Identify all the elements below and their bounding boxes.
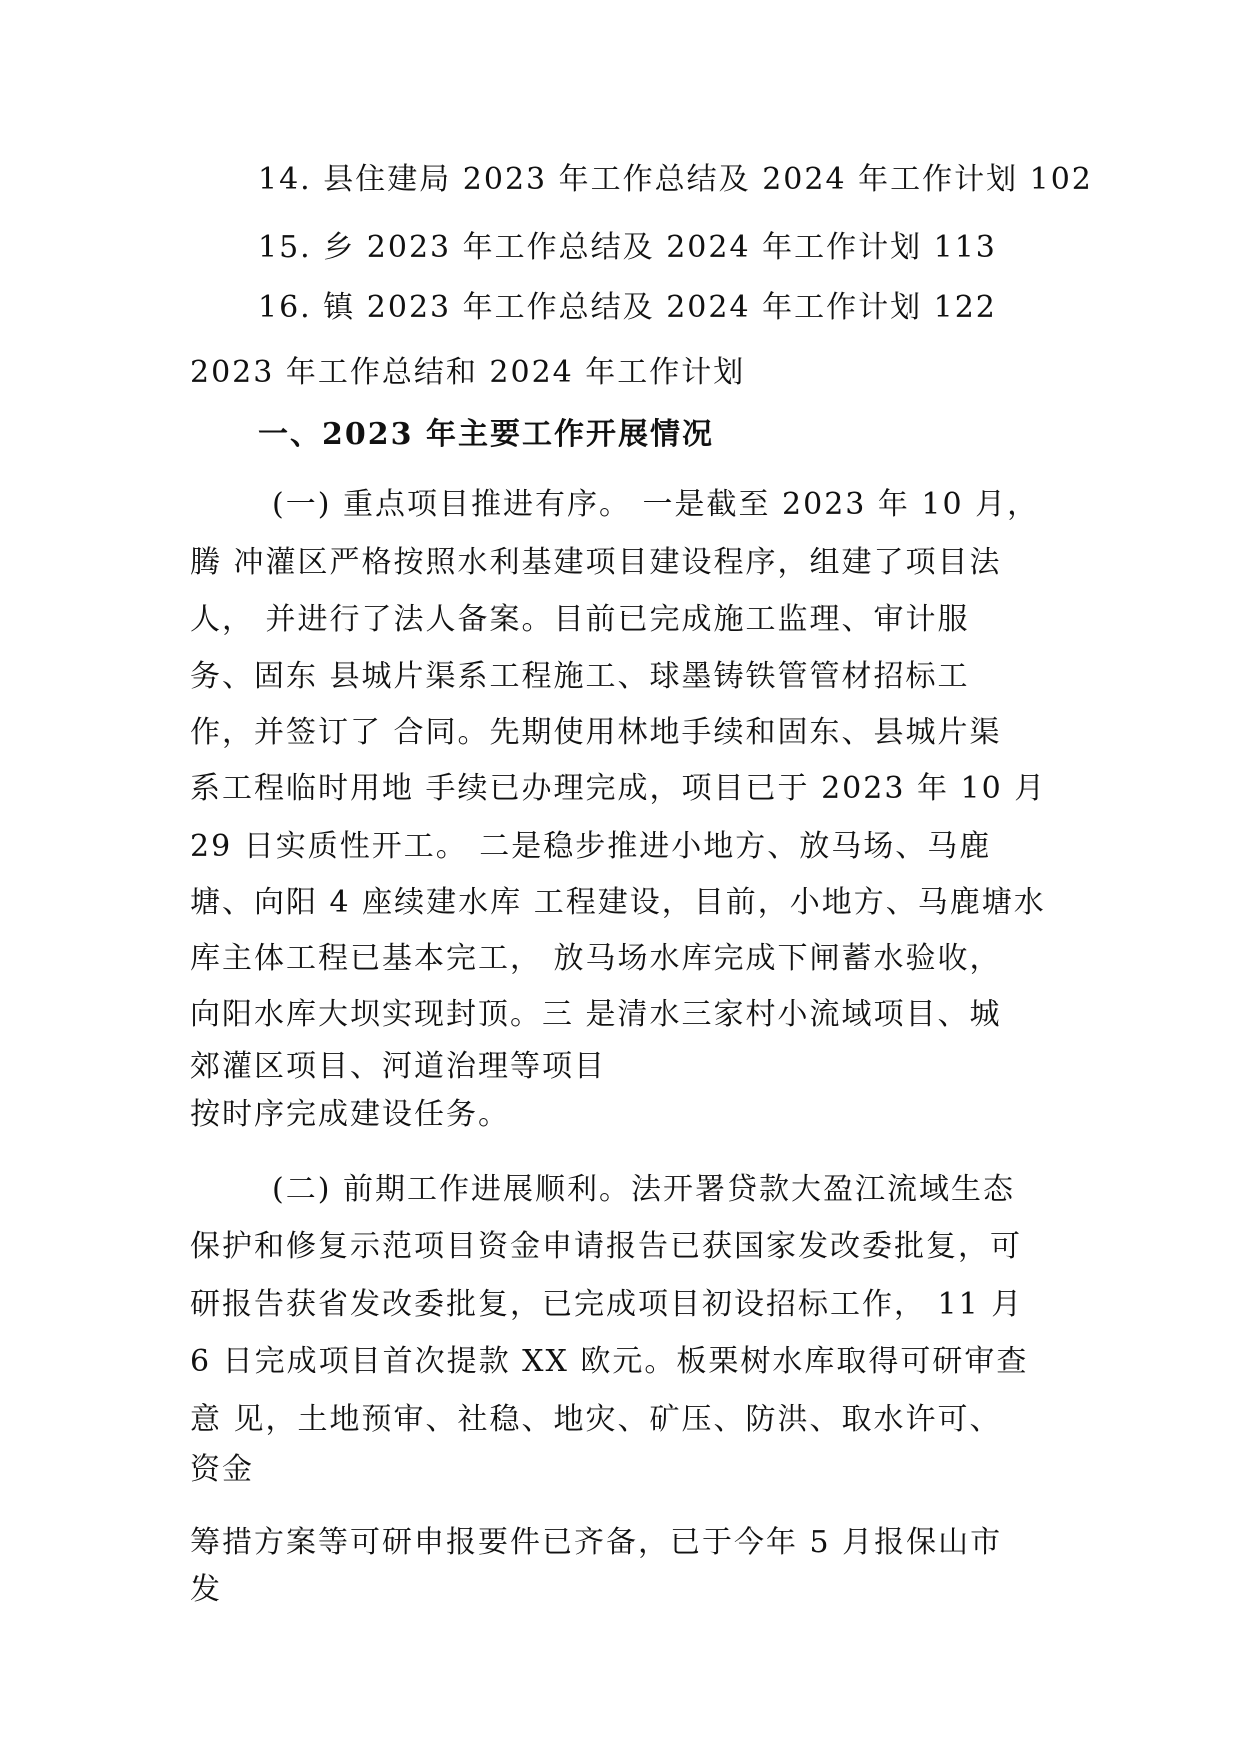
document-title: 2023 年工作总结和 2024 年工作计划 bbox=[190, 355, 746, 390]
paragraph-1-line: 腾 冲灌区严格按照水利基建项目建设程序，组建了项目法 bbox=[190, 545, 1002, 580]
paragraph-1-line: 按时序完成建设任务。 bbox=[190, 1097, 510, 1132]
toc-entry-14: 14. 县住建局 2023 年工作总结及 2024 年工作计划 102 bbox=[258, 162, 1093, 197]
toc-entry-16: 16. 镇 2023 年工作总结及 2024 年工作计划 122 bbox=[258, 290, 997, 325]
paragraph-2-line: 保护和修复示范项目资金申请报告已获国家发改委批复，可 bbox=[190, 1229, 1022, 1264]
paragraph-1-line: (一) 重点项目推进有序。 一是截至 2023 年 10 月， bbox=[272, 487, 1040, 522]
paragraph-2-line: 发 bbox=[190, 1572, 222, 1607]
paragraph-1-line: 务、固东 县城片渠系工程施工、球墨铸铁管管材招标工 bbox=[190, 659, 970, 694]
paragraph-1-line: 系工程临时用地 手续已办理完成，项目已于 2023 年 10 月 bbox=[190, 771, 1047, 806]
paragraph-1-line: 郊灌区项目、河道治理等项目 bbox=[190, 1049, 606, 1084]
paragraph-1-line: 库主体工程已基本完工， 放马场水库完成下闸蓄水验收， bbox=[190, 941, 1002, 976]
paragraph-2-line: 筹措方案等可研申报要件已齐备，已于今年 5 月报保山市 bbox=[190, 1525, 1003, 1560]
paragraph-2-line: 资金 bbox=[190, 1452, 254, 1487]
paragraph-1-line: 塘、向阳 4 座续建水库 工程建设，目前，小地方、马鹿塘水 bbox=[190, 885, 1046, 920]
paragraph-1-line: 人， 并进行了法人备案。目前已完成施工监理、审计服 bbox=[190, 602, 970, 637]
paragraph-2-line: 意 见，土地预审、社稳、地灾、矿压、防洪、取水许可、 bbox=[190, 1402, 1002, 1437]
paragraph-1-line: 29 日实质性开工。 二是稳步推进小地方、放马场、马鹿 bbox=[190, 829, 992, 864]
paragraph-1-line: 向阳水库大坝实现封顶。三 是清水三家村小流域项目、城 bbox=[190, 997, 1002, 1032]
paragraph-2-line: 6 日完成项目首次提款 XX 欧元。板栗树水库取得可研审查 bbox=[190, 1344, 1029, 1379]
toc-entry-15: 15. 乡 2023 年工作总结及 2024 年工作计划 113 bbox=[258, 230, 997, 265]
section-heading: 一、2023 年主要工作开展情况 bbox=[258, 417, 714, 452]
paragraph-2-line: 研报告获省发改委批复，已完成项目初设招标工作， 11 月 bbox=[190, 1287, 1024, 1322]
paragraph-1-line: 作，并签订了 合同。先期使用林地手续和固东、县城片渠 bbox=[190, 715, 1002, 750]
paragraph-2-line: (二) 前期工作进展顺利。法开署贷款大盈江流域生态 bbox=[272, 1172, 1015, 1207]
